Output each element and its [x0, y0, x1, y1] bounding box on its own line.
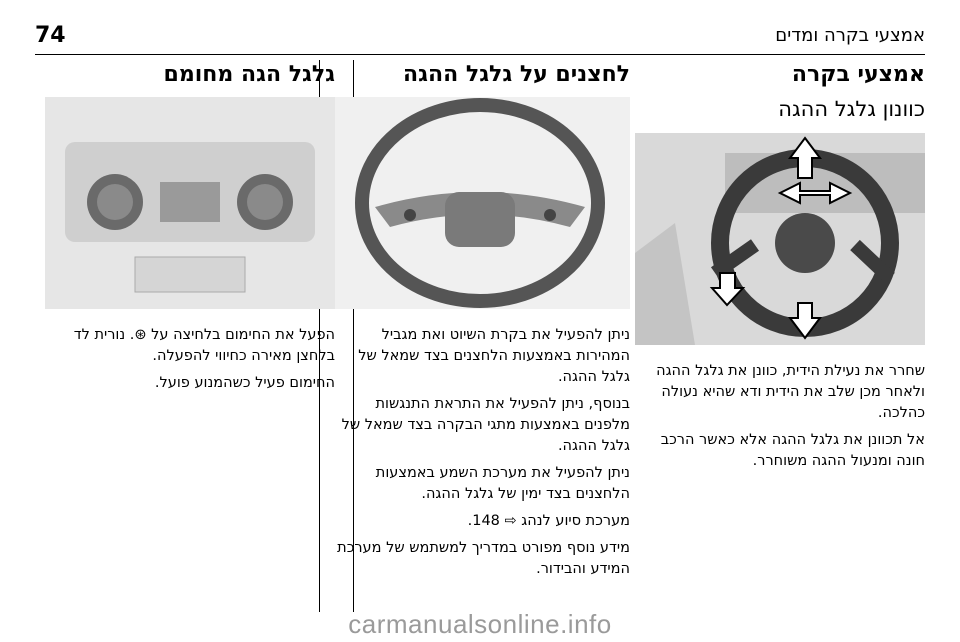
infotainment-reference: מידע נוסף מפורט במדריך למשתמש של מערכת המידע והבידור.	[337, 540, 630, 577]
chapter-title: אמצעי בקרה ומדים	[775, 24, 925, 46]
warning-paragraph: אל תכוונן את גלגל ההגה אלא כאשר הרכב חונה ומנעול ההגה משוחרר.	[660, 432, 925, 469]
section-title: גלגל הגה מחומם	[163, 62, 335, 87]
section-steering-buttons	[330, 62, 630, 586]
audio-control-paragraph: ניתן להפעיל את מערכת השמע באמצעות הלחצנים בצד ימין של גלגל ההגה.	[375, 465, 630, 502]
section-controls	[635, 62, 925, 478]
driver-assist-reference: מערכת סיוע לנהג ⇨ 148.	[467, 513, 630, 529]
cruise-control-paragraph: ניתן להפעיל את בקרת השיוט ואת מגביל המהירות באמצעות הלחצנים בצד שמאל של גלגל ההגה.	[358, 327, 630, 385]
section-heated-steering-wheel	[45, 62, 335, 400]
heated-wheel-paragraph: הפעל את החימום בלחיצה על ⊛. נורית לד בלחצן מאירה כחיווי להפעלה.	[73, 327, 335, 364]
section-title: אמצעי בקרה	[791, 62, 925, 87]
subsection-title: כוונון גלגל ההגה	[778, 97, 925, 121]
page-number: 74	[35, 22, 66, 48]
page-header	[35, 16, 925, 55]
instruction-paragraph: שחרר את נעילת הידית, כוונן את גלגל ההגה ולאחר מכן שלב את הידית ודא שהיא נעולה כהלכה.	[656, 363, 925, 421]
steering-adjust-illustration	[635, 133, 925, 345]
watermark: carmanualsonline.info	[348, 609, 612, 639]
steering-wheel-illustration	[330, 97, 630, 309]
collision-alert-paragraph: בנוסף, ניתן להפעיל את התראת התנגשות מלפנים באמצעות מתגי הבקרה בצד שמאל של גלגל ההגה.	[341, 396, 630, 454]
section-title: לחצנים על גלגל ההגה	[403, 62, 630, 87]
climate-panel-illustration	[45, 97, 335, 309]
engine-running-paragraph: החימום פעיל כשהמנוע פועל.	[154, 375, 335, 391]
